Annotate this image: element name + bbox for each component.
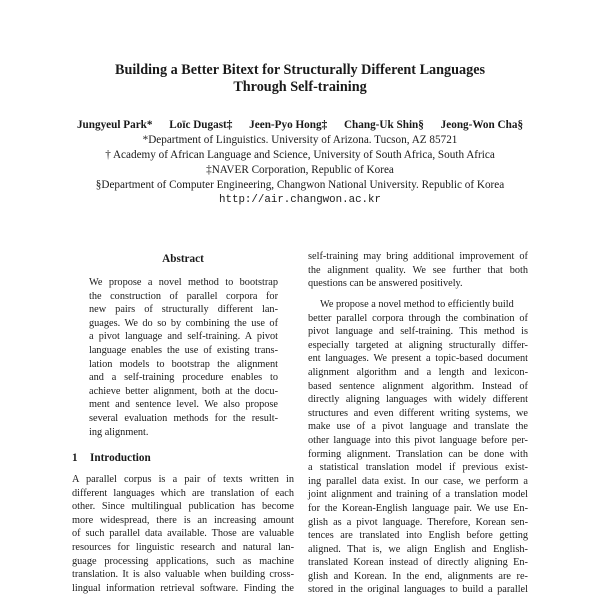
abstract-line: lation models to bootstrap the alignment [89,358,278,370]
intro-line: translation. It is also valuable when building cross- [72,569,294,581]
body-line: forming alignment. Translation can be done with [308,448,528,460]
body-line: structures and even different writing systems, we [308,407,528,419]
affiliation-list [0,133,600,208]
body-line: glish as a pivot language. Therefore, Korean sen- [308,516,528,528]
body-line: ent languages. We present a topic-based document [308,353,528,365]
project-url[interactable]: http://air.changwon.ac.kr [219,194,381,206]
author-name: Loïc Dugast‡ [169,119,233,131]
abstract-line: several evaluation methods for the result- [89,412,278,424]
affiliation: §Department of Computer Engineering, Changwon National University. Republic of Korea [95,179,505,191]
body-line: questions can be answered positively. [308,278,463,290]
right-column-continuation [308,250,528,291]
body-line: stored in the original languages to build a parallel [308,584,528,596]
abstract-line: We propose a novel method to bootstrap [89,277,278,288]
abstract-line: ment and sentence level. We also propose [89,399,278,411]
title-line-2: Through Self-training [233,79,367,95]
body-line: ing parallel data exist. In our case, we perform a [308,475,528,487]
body-line: especially targeted at aligning structurally differ- [308,339,528,351]
body-line: self-training may bring additional improvement of [308,251,528,262]
section-title: Introduction [90,452,151,464]
introduction-body [72,473,294,595]
abstract-body [89,276,278,439]
abstract-line: language enables the use of existing trans- [89,344,278,356]
intro-line: other. Since multilingual publication has become [72,501,294,513]
affiliation: *Department of Linguistics. University of Arizona. Tucson, AZ 85721 [142,134,458,146]
section-heading-introduction [72,451,294,465]
abstract-line: new pairs of structurally different lan- [89,304,278,316]
abstract-line: ing alignment. [89,426,149,438]
intro-line: guage processing applications, such as machine [72,555,294,567]
body-line: translated Korean instead of directly aligning En- [308,557,528,569]
right-column-paragraph [308,298,528,597]
body-line: based sentence alignment algorithm. Instead of [308,380,528,392]
abstract-heading: Abstract [162,253,204,265]
abstract-line: a pivot language and self-training. A pivot [89,331,278,343]
intro-line: resources for linguistic research and natural lan- [72,541,294,553]
abstract-line: guages. We do so by combining the use of [89,317,278,329]
body-line: for the Korean-English language pair. We use En- [308,502,528,514]
body-line: make use of a pivot language and translate the [308,421,528,433]
body-line: We propose a novel method to efficiently build [320,299,514,310]
intro-line: lingual information retrieval software. Finding the [72,582,294,594]
author-name: Chang-Uk Shin§ [343,119,424,131]
author-name: Jeen-Pyo Hong‡ [249,119,328,131]
intro-line: of such parallel data available. Those are valuable [72,528,294,540]
body-line: directly aligning languages with widely different [308,394,528,406]
body-line: a statistical translation model if previous exist- [308,462,528,474]
body-line: alignment algorithm and a length and lexicon- [308,366,528,378]
body-line: better parallel corpora through the combination of [308,312,528,324]
body-line: other language into this pivot language before per- [308,434,528,446]
affiliation: † Academy of African Language and Science, University of South Africa, South Africa [105,149,495,161]
body-line: glish and Korean. In the end, alignments are re- [308,570,528,582]
body-line: the alignment quality. We see further that both [308,264,528,276]
intro-line: more widespread, there is an increasing amount [72,514,294,526]
body-line: joint alignment and training of a translation model [308,489,528,501]
abstract-line: and a self-training procedure enables to [89,372,278,384]
abstract-line: the construction of parallel corpora for [89,290,278,302]
paper-title [0,62,600,96]
author-name: Jeong-Won Cha§ [440,119,524,131]
affiliation: ‡NAVER Corporation, Republic of Korea [206,164,394,176]
abstract-line: achieve better alignment, both at the docu- [89,385,278,397]
title-line-1: Building a Better Bitext for Structurally Different Languages [114,62,486,78]
intro-line: different languages which are translation of each [72,487,294,499]
body-line: tences are translated into English before getting [308,530,528,542]
body-line: pivot language and self-training. This method is [308,326,528,338]
author-list [0,118,600,132]
section-number: 1 [72,452,78,464]
author-name: Jungyeul Park* [76,119,153,131]
body-line: aligned. That is, we align English and English- [308,543,528,555]
intro-line: A parallel corpus is a pair of texts written in [72,474,294,485]
